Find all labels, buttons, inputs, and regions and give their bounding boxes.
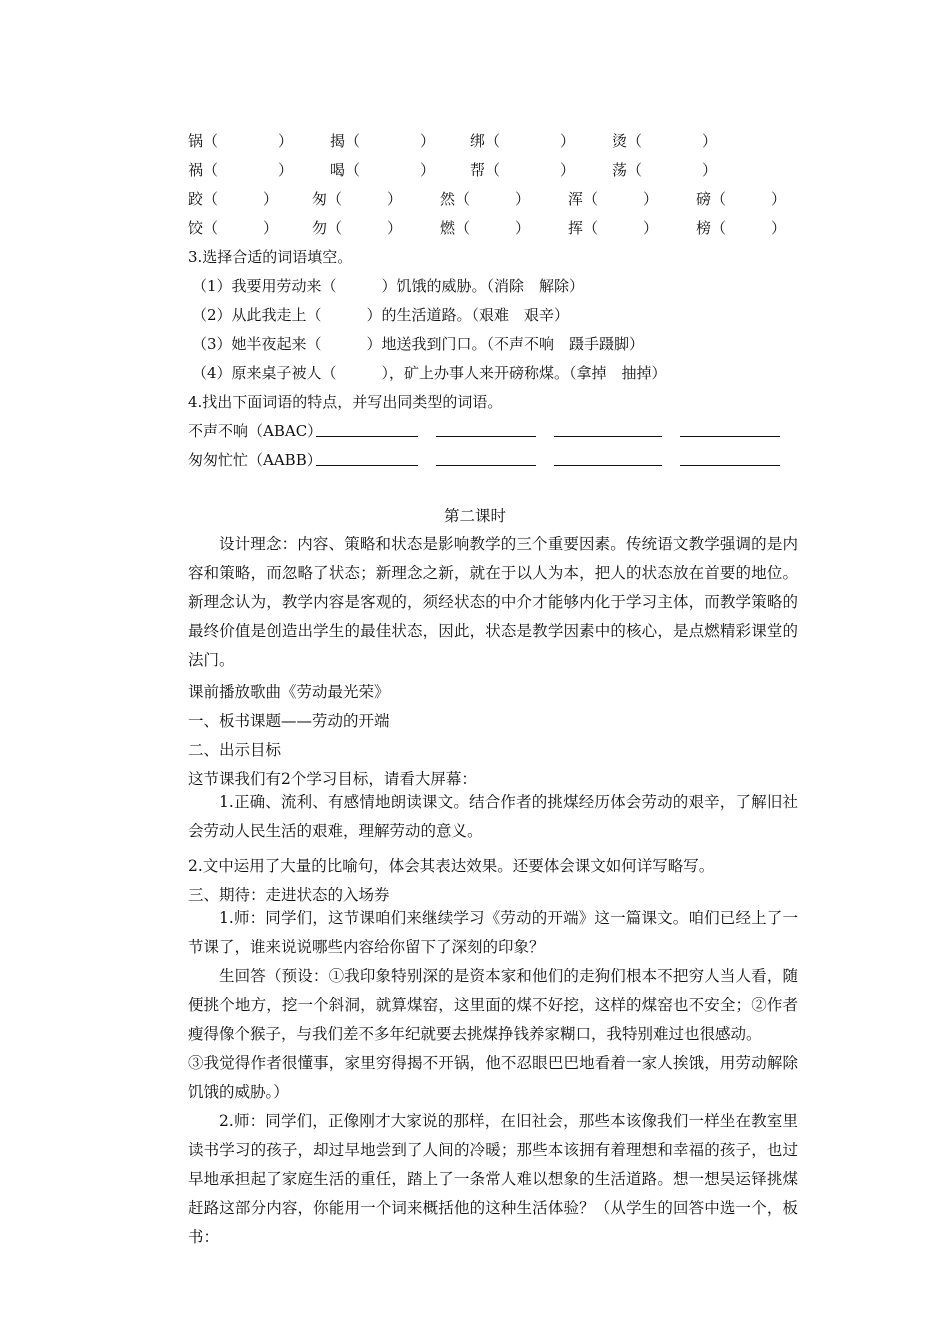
question-4-word: 不声不响（ABAC）	[188, 422, 323, 440]
answer-blank[interactable]	[436, 436, 536, 437]
char-cell: 帮（ ）	[470, 161, 576, 179]
step-heading: 一、板书课题——劳动的开端	[188, 712, 390, 730]
char-cell: 榜（ ）	[696, 219, 787, 237]
char-cell: 祸（ ）	[188, 161, 294, 179]
char-cell: 饺（ ）	[188, 219, 279, 237]
char-cell: 烫（ ）	[612, 132, 718, 150]
question-3-title: 3.选择合适的词语填空。	[188, 248, 353, 266]
answer-blank[interactable]	[554, 465, 662, 466]
section-heading: 第二课时	[443, 507, 506, 525]
question-4-title: 4.找出下面词语的特点，并写出同类型的词语。	[188, 393, 503, 411]
char-cell: 燃（ ）	[440, 219, 531, 237]
question-3-item: （3）她半夜起来（ ）地送我到门口。（不声不响 蹑手蹑脚）	[192, 335, 645, 353]
answer-blank[interactable]	[554, 436, 662, 437]
design-concept-paragraph: 设计理念：内容、策略和状态是影响教学的三个重要因素。传统语文教学强调的是内容和策略，而忽略了状态；新理念之新，就在于以人为本，把人的状态放在首要的地位。新理念认为，教学内容是客观的，须经状态的中介才能够内化于学习主体，而教学策略的最终价值是创造出学生的最佳状态，因此，状态是教学因素中的核心，是点燃精彩课堂的法门。	[188, 535, 798, 669]
char-cell: 荡（ ）	[612, 161, 718, 179]
char-cell: 勿（ ）	[312, 219, 403, 237]
answer-blank[interactable]	[680, 465, 780, 466]
question-3-item: （1）我要用劳动来（ ）饥饿的威胁。（消除 解除）	[192, 277, 585, 295]
step-heading: 二、出示目标	[188, 741, 282, 759]
char-cell: 匆（ ）	[312, 190, 403, 208]
char-cell: 揭（ ）	[330, 132, 436, 150]
char-cell: 挥（ ）	[568, 219, 659, 237]
goal-1: 1.正确、流利、有感情地朗读课文。结合作者的挑煤经历体会劳动的艰辛，了解旧社会劳动人民生活的艰难，理解劳动的意义。	[188, 793, 798, 840]
step-heading: 三、期待：走进状态的入场券	[188, 886, 390, 904]
answer-blank[interactable]	[316, 465, 418, 466]
song-line: 课前播放歌曲《劳动最光荣》	[188, 683, 390, 701]
goals-intro: 这节课我们有2个学习目标，请看大屏幕：	[188, 770, 477, 788]
teacher-prompt-1: 1.师：同学们，这节课咱们来继续学习《劳动的开端》这一篇课文。咱们已经上了一节课了，谁来说说哪些内容给你留下了深刻的印象？	[188, 909, 798, 956]
student-answer-3: ③我觉得作者很懂事，家里穷得揭不开锅，他不忍眼巴巴地看着一家人挨饿，用劳动解除饥饿的威胁。）	[188, 1054, 798, 1101]
char-cell: 锅（ ）	[188, 132, 294, 150]
goal-2: 2.文中运用了大量的比喻句，体会其表达效果。还要体会课文如何详写略写。	[188, 857, 715, 875]
answer-blank[interactable]	[680, 436, 780, 437]
char-cell: 浑（ ）	[568, 190, 659, 208]
char-cell: 然（ ）	[440, 190, 531, 208]
question-4-word: 匆匆忙忙（AABB）	[188, 451, 322, 469]
char-cell: 跤（ ）	[188, 190, 279, 208]
char-cell: 磅（ ）	[696, 190, 787, 208]
char-cell: 喝（ ）	[330, 161, 436, 179]
question-3-item: （4）原来桌子被人（ ），矿上办事人来开磅称煤。（拿掉 抽掉）	[192, 364, 667, 382]
student-answer: 生回答（预设：①我印象特别深的是资本家和他们的走狗们根本不把穷人当人看，随便挑个地方，挖一个斜洞，就算煤窑，这里面的煤不好挖，这样的煤窑也不安全；②作者瘦得像个猴子，与我们差不多年纪就要去挑煤挣钱养家糊口，我特别难过也很感动。	[188, 967, 798, 1043]
answer-blank[interactable]	[436, 465, 536, 466]
answer-blank[interactable]	[316, 436, 418, 437]
char-cell: 绑（ ）	[470, 132, 576, 150]
question-3-item: （2）从此我走上（ ）的生活道路。（艰难 艰辛）	[192, 306, 570, 324]
teacher-prompt-2: 2.师：同学们，正像刚才大家说的那样，在旧社会，那些本该像我们一样坐在教室里读书学习的孩子，却过早地尝到了人间的冷暖；那些本该拥有着理想和幸福的孩子，也过早地承担起了家庭生活的重任，踏上了一条常人难以想象的生活道路。想一想吴运铎挑煤赶路这部分内容，你能用一个词来概括他的这种生活体验？（从学生的回答中选一个，板书：	[188, 1112, 798, 1246]
